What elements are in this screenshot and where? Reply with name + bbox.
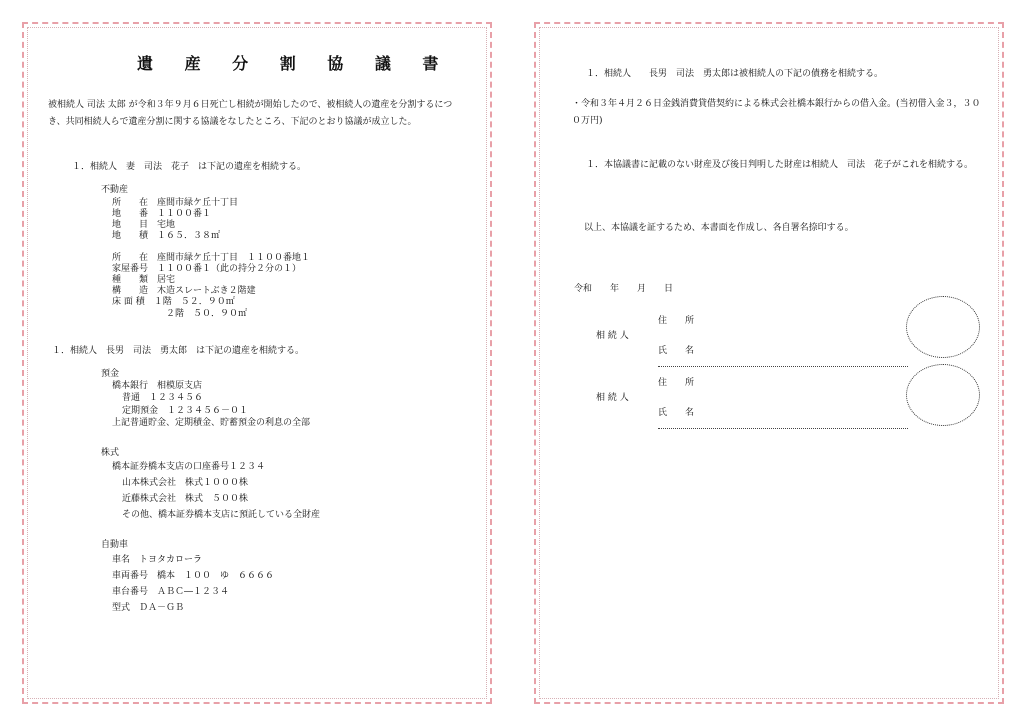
stock-other: その他、橋本証券橋本支店に預託している全財産: [122, 510, 321, 520]
land-number: 地 番 １１００番１: [112, 209, 212, 219]
signer2-address-label: 住 所: [658, 378, 695, 388]
left-page: [22, 22, 492, 704]
stock-item-1: 山本株式会社 株式１０００株: [122, 478, 249, 488]
building-floor1: 床 面 積 １階 ５２．９０㎡: [112, 297, 235, 307]
signer1-label: 相 続 人: [596, 331, 629, 341]
deposit-bank: 橋本銀行 相模原支店: [112, 381, 203, 391]
stock-account: 橋本証券橋本支店の口座番号１２３４: [112, 462, 266, 472]
document-title: 遺 産 分 割 協 議 書: [137, 54, 452, 73]
heir2-statement: １．相続人 長男 司法 勇太郎 は下記の遺産を相続する。: [52, 346, 305, 356]
building-number: 家屋番号 １１００番１（此の持分２分の１）: [112, 264, 302, 274]
building-structure: 構 造 木造スレートぶき２階建: [112, 286, 256, 296]
seal-circle-2: [906, 364, 980, 426]
unlisted-property-statement: １．本協議書に記載のない財産及び後日判明した財産は相続人 司法 花子がこれを相続する。: [586, 160, 974, 170]
debt-statement: １．相続人 長男 司法 勇太郎は被相続人の下記の債務を相続する。: [586, 69, 884, 79]
seal-circle-1: [906, 296, 980, 358]
deposit-fixed: 定期預金 １２３４５６－０１: [122, 406, 249, 416]
car-heading: 自動車: [101, 540, 129, 550]
signer1-address-label: 住 所: [658, 316, 695, 326]
deposit-note: 上記普通貯金、定期積金、貯蓄預金の利息の全部: [112, 418, 311, 428]
stock-item-2: 近藤株式会社 株式 ５００株: [122, 494, 249, 504]
signer2-name-label: 氏 名: [658, 408, 695, 418]
loan-description: ・令和３年４月２６日金銭消費貸借契約による株式会社橋本銀行からの借入金。(当初借入金３，３００万円): [572, 99, 981, 126]
land-location: 所 在 座間市緑ケ丘十丁目: [112, 198, 239, 208]
realestate-heading: 不動産: [101, 185, 129, 195]
car-name: 車名 トヨタカローラ: [112, 555, 203, 565]
car-registration: 車両番号 橋本 １００ ゆ ６６６６: [112, 571, 275, 581]
stock-heading: 株式: [101, 448, 120, 458]
signature-date: 令和 年 月 日: [574, 284, 674, 294]
car-model: 型式 ＤＡ－ＧＢ: [112, 603, 185, 613]
deposit-heading: 預金: [101, 369, 120, 379]
signer2-label: 相 続 人: [596, 393, 629, 403]
building-type: 種 類 居宅: [112, 275, 176, 285]
heir1-statement: １．相続人 妻 司法 花子 は下記の遺産を相続する。: [72, 162, 307, 172]
land-category: 地 目 宅地: [112, 220, 176, 230]
building-floor2: ２階 ５０．９０㎡: [166, 309, 248, 319]
intro-paragraph: 被相続人 司法 太郎 が令和３年９月６日死亡し相続が開始したので、被相続人の遺産を分割するにつき、共同相続人らで遺産分割に関する協議をなしたところ、下記のとおり協議が成立した。: [48, 100, 453, 127]
building-location: 所 在 座間市緑ケ丘十丁目 １１００番地１: [112, 253, 311, 263]
land-area: 地 積 １６５．３８㎡: [112, 231, 221, 241]
right-page: [534, 22, 1004, 704]
signer1-name-label: 氏 名: [658, 346, 695, 356]
car-chassis: 車台番号 ＡＢＣ―１２３４: [112, 587, 230, 597]
signer2-line: [658, 428, 908, 429]
closing-statement: 以上、本協議を証するため、本書面を作成し、各自署名捺印する。: [584, 223, 854, 233]
signer1-line: [658, 366, 908, 367]
deposit-ordinary: 普通 １２３４５６: [122, 393, 204, 403]
